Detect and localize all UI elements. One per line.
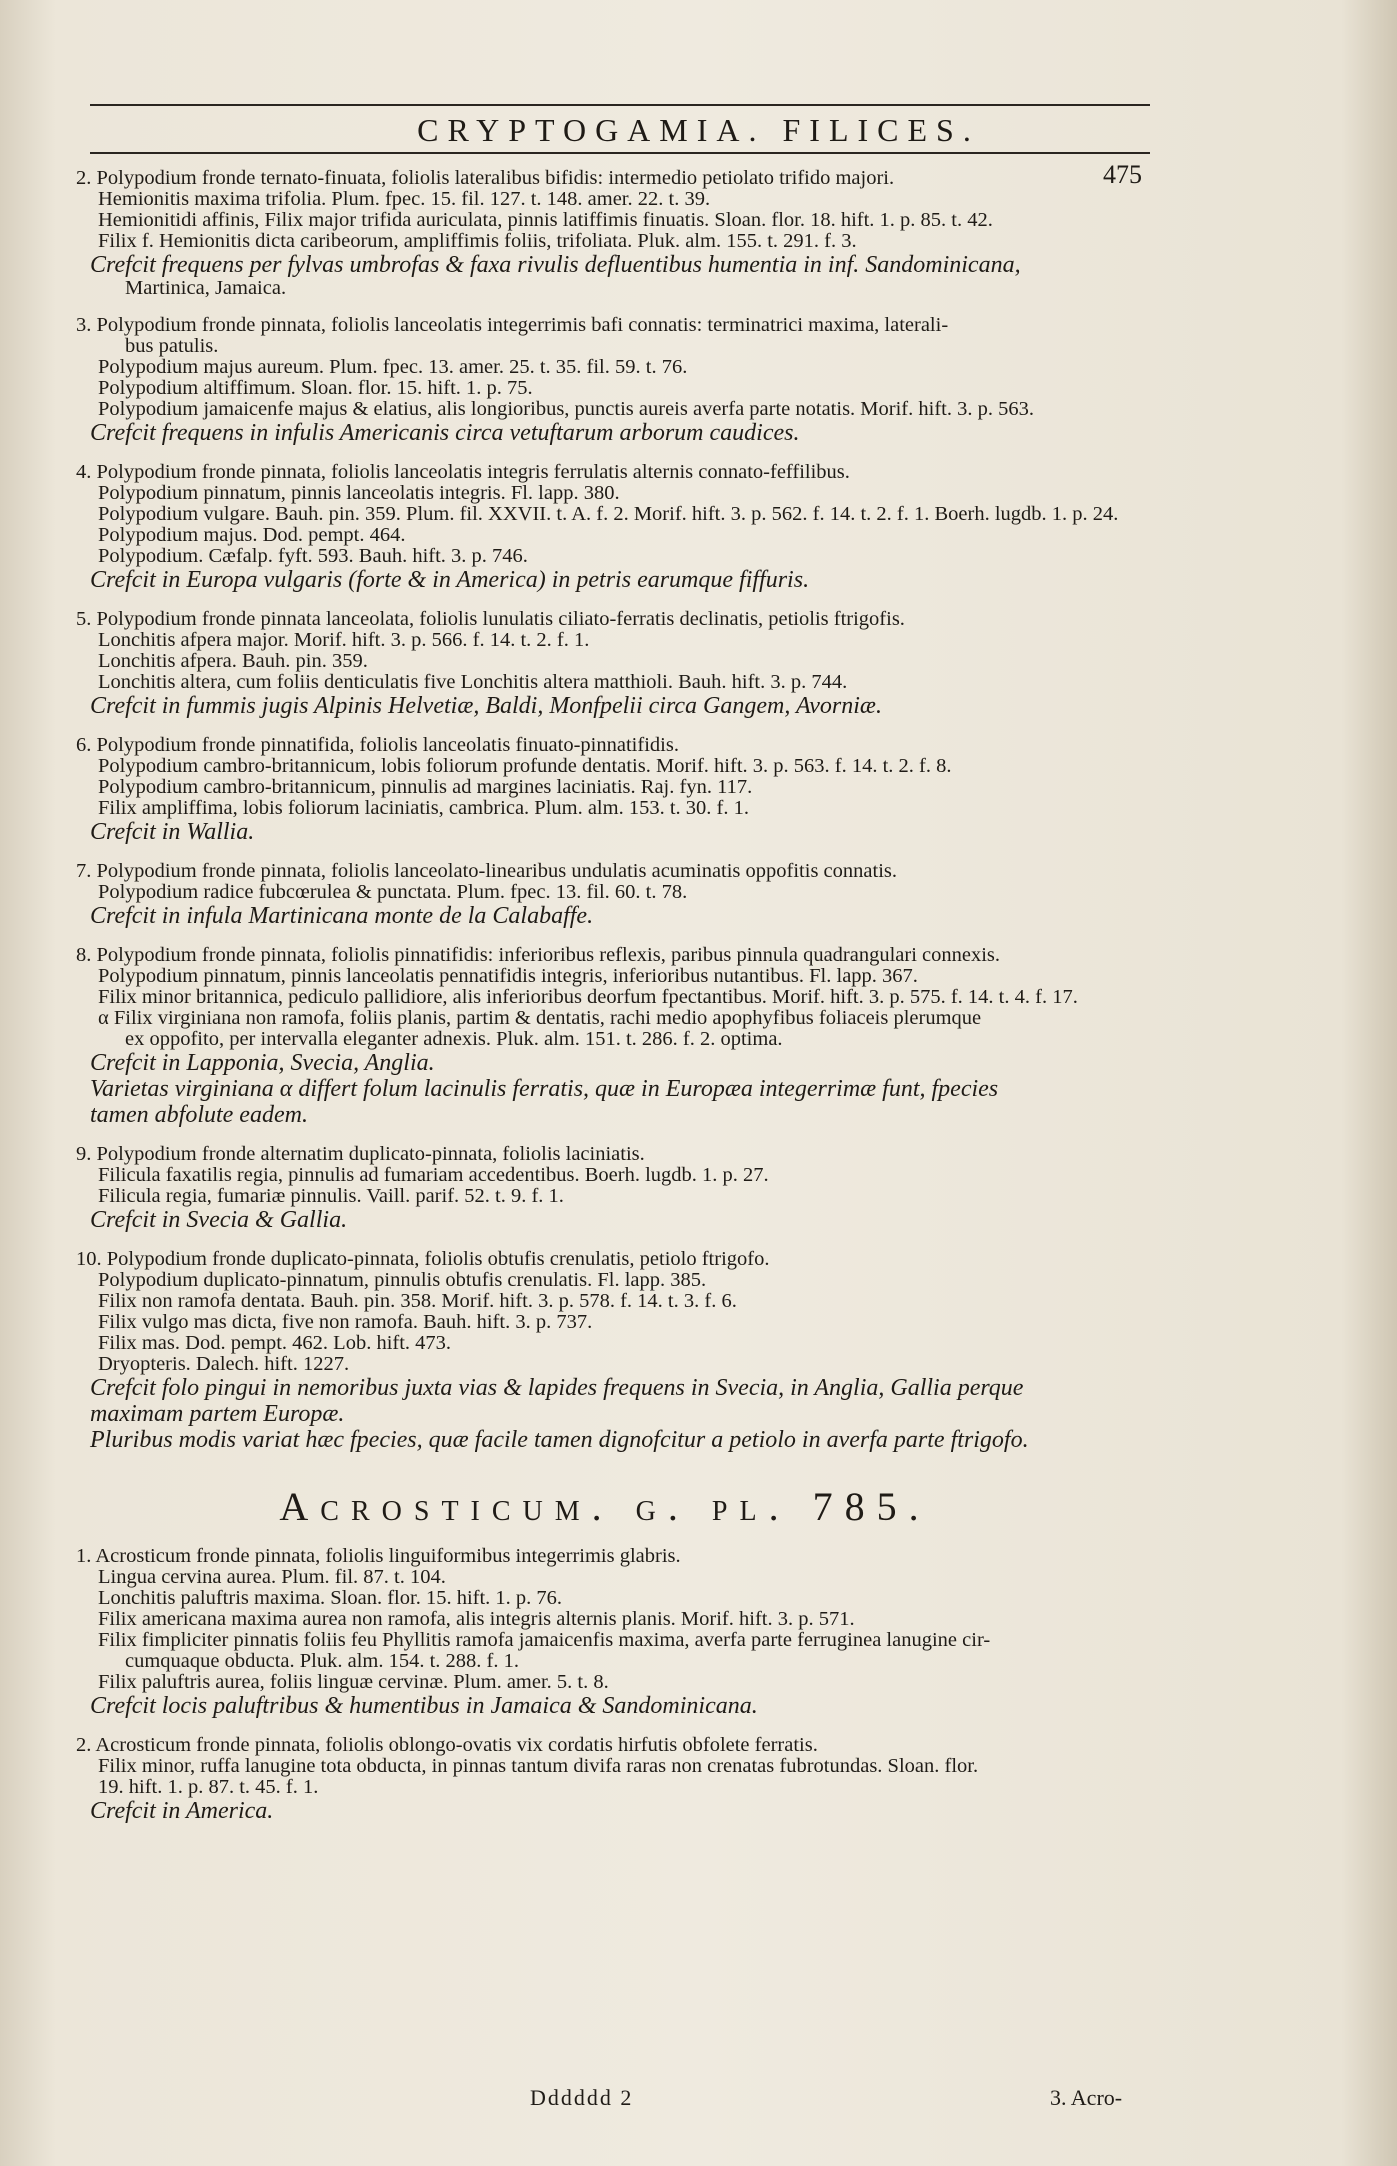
habitat-line: Crefcit in Lapponia, Svecia, Anglia.	[90, 1050, 435, 1076]
habitat-line: tamen abfolute eadem.	[90, 1102, 308, 1128]
synonym-line: 19. hift. 1. p. 87. t. 45. f. 1.	[98, 1777, 319, 1798]
head-rule	[90, 152, 1150, 154]
species-entry	[70, 861, 1140, 929]
habitat-line: Crefcit frequens in infulis Americanis circa vetuftarum arborum caudices.	[90, 420, 800, 446]
synonym-line: Filicula faxatilis regia, pinnulis ad fumariam accedentibus. Boerh. lugdb. 1. p. 27.	[98, 1165, 769, 1186]
synonym-line: Polypodium majus. Dod. pempt. 464.	[98, 525, 406, 546]
continuation-line: ex oppofito, per intervalla eleganter adnexis. Pluk. alm. 151. t. 286. f. 2. optima.	[125, 1029, 783, 1050]
page-body	[70, 168, 1140, 1840]
synonym-line: Hemionitis maxima trifolia. Plum. fpec. 15. fil. 127. t. 148. amer. 22. t. 39.	[98, 189, 711, 210]
continuation-line: cumquaque obducta. Pluk. alm. 154. t. 288. f. 1.	[125, 1651, 519, 1672]
synonym-line: Polypodium jamaicenfe majus & elatius, alis longioribus, punctis aureis averfa parte notatis. Morif. hift. 3. p. 563.	[98, 399, 1034, 420]
synonym-line: Lonchitis afpera. Bauh. pin. 359.	[98, 651, 368, 672]
species-entry	[70, 1144, 1140, 1233]
synonym-line: Polypodium majus aureum. Plum. fpec. 13. amer. 25. t. 35. fil. 59. t. 76.	[98, 357, 688, 378]
synonym-line: Lingua cervina aurea. Plum. fil. 87. t. 104.	[98, 1567, 446, 1588]
habitat-line: Crefcit in Wallia.	[90, 819, 255, 845]
habitat-line: Crefcit in America.	[90, 1798, 274, 1824]
page-number: 475	[1103, 160, 1142, 189]
species-diagnosis: 5. Polypodium fronde pinnata lanceolata, foliolis lunulatis ciliato-ferratis declinatis, petiolis ftrigofis.	[76, 609, 905, 630]
synonym-line: Filix non ramofa dentata. Bauh. pin. 358. Morif. hift. 3. p. 578. f. 14. t. 3. f. 6.	[98, 1291, 737, 1312]
running-head: CRYPTOGAMIA. FILICES.	[417, 112, 980, 148]
species-entry	[70, 1735, 1140, 1824]
species-diagnosis: 3. Polypodium fronde pinnata, foliolis lanceolatis integerrimis bafi connatis: terminatrici maxima, laterali-	[76, 315, 949, 336]
species-entry	[70, 609, 1140, 719]
signature-mark: Dddddd 2	[530, 2085, 634, 2110]
synonym-line: Polypodium cambro-britannicum, lobis foliorum profunde dentatis. Morif. hift. 3. p. 563. f. 14. t. 2. f. 8.	[98, 756, 952, 777]
top-rule	[90, 104, 1150, 106]
synonym-line: Lonchitis altera, cum foliis denticulatis five Lonchitis altera matthioli. Bauh. hift. 3. p. 744.	[98, 672, 848, 693]
species-entry	[70, 462, 1140, 593]
habitat-line: Varietas virginiana α differt folum lacinulis ferratis, quæ in Europæa integerrimæ funt, fpecies	[90, 1076, 999, 1102]
catchword: 3. Acro-	[1050, 2085, 1123, 2110]
synonym-line: Filix fimpliciter pinnatis foliis feu Phyllitis ramofa jamaicenfis maxima, averfa parte ferruginea lanugine cir-	[98, 1630, 991, 1651]
synonym-line: Dryopteris. Dalech. hift. 1227.	[98, 1354, 350, 1375]
synonym-line: Polypodium vulgare. Bauh. pin. 359. Plum. fil. XXVII. t. A. f. 2. Morif. hift. 3. p. 562. f. 14. t. 2. f. 1. Boerh. lugdb. 1. p. 24.	[98, 504, 1119, 525]
species-diagnosis: 6. Polypodium fronde pinnatifida, foliolis lanceolatis finuato-pinnatifidis.	[76, 735, 679, 756]
species-diagnosis: 7. Polypodium fronde pinnata, foliolis lanceolato-linearibus undulatis acuminatis oppofitis connatis.	[76, 861, 897, 882]
synonym-line: Hemionitidi affinis, Filix major trifida auriculata, pinnis latiffimis finuatis. Sloan. flor. 18. hift. 1. p. 85. t. 42.	[98, 210, 993, 231]
synonym-line: Polypodium altiffimum. Sloan. flor. 15. hift. 1. p. 75.	[98, 378, 533, 399]
synonym-line: Polypodium radice fubcœrulea & punctata. Plum. fpec. 13. fil. 60. t. 78.	[98, 882, 688, 903]
species-diagnosis: 10. Polypodium fronde duplicato-pinnata, foliolis obtufis crenulatis, petiolo ftrigofo.	[76, 1249, 770, 1270]
synonym-line: Lonchitis afpera major. Morif. hift. 3. p. 566. f. 14. t. 2. f. 1.	[98, 630, 590, 651]
synonym-line: Polypodium pinnatum, pinnis lanceolatis pennatifidis integris, inferioribus nutantibus. Fl. lapp. 367.	[98, 966, 918, 987]
species-diagnosis: 9. Polypodium fronde alternatim duplicato-pinnata, foliolis laciniatis.	[76, 1144, 645, 1165]
species-entry	[70, 315, 1140, 446]
synonym-line: Filicula regia, fumariæ pinnulis. Vaill. parif. 52. t. 9. f. 1.	[98, 1186, 564, 1207]
genus-heading: Acrosticum. g. pl. 785.	[279, 1484, 931, 1529]
synonym-line: Filix vulgo mas dicta, five non ramofa. Bauh. hift. 3. p. 737.	[98, 1312, 593, 1333]
synonym-line: Polypodium pinnatum, pinnis lanceolatis integris. Fl. lapp. 380.	[98, 483, 620, 504]
synonym-line: Polypodium cambro-britannicum, pinnulis ad margines laciniatis. Raj. fyn. 117.	[98, 777, 753, 798]
synonym-line: α Filix virginiana non ramofa, foliis planis, partim & dentatis, rachi medio apophyfibus foliaceis plerumque	[98, 1008, 982, 1029]
synonym-line: Polypodium. Cæfalp. fyft. 593. Bauh. hift. 3. p. 746.	[98, 546, 528, 567]
synonym-line: Filix ampliffima, lobis foliorum laciniatis, cambrica. Plum. alm. 153. t. 30. f. 1.	[98, 798, 749, 819]
habitat-line: Crefcit in Europa vulgaris (forte & in America) in petris earumque fiffuris.	[90, 567, 810, 593]
synonym-line: Filix minor, ruffa lanugine tota obducta, in pinnas tantum divifa raras non crenatas fubrotundas. Sloan. flor.	[98, 1756, 979, 1777]
synonym-line: Filix americana maxima aurea non ramofa, alis integris alternis planis. Morif. hift. 3. p. 571.	[98, 1609, 855, 1630]
continuation-line: Martinica, Jamaica.	[125, 278, 287, 299]
synonym-line: Filix mas. Dod. pempt. 462. Lob. hift. 473.	[98, 1333, 452, 1354]
habitat-line: Crefcit frequens per fylvas umbrofas & faxa rivulis defluentibus humentia in inf. Sandominicana,	[90, 252, 1021, 278]
synonym-line: Polypodium duplicato-pinnatum, pinnulis obtufis crenulatis. Fl. lapp. 385.	[98, 1270, 707, 1291]
habitat-line: Crefcit in infula Martinicana monte de la Calabaffe.	[90, 903, 594, 929]
species-entry	[70, 1249, 1140, 1453]
species-entry	[70, 945, 1140, 1128]
species-entry	[70, 168, 1140, 299]
continuation-line: bus patulis.	[125, 336, 219, 357]
species-entry	[70, 1546, 1140, 1719]
species-diagnosis: 1. Acrosticum fronde pinnata, foliolis linguiformibus integerrimis glabris.	[76, 1546, 681, 1567]
habitat-line: Crefcit in Svecia & Gallia.	[90, 1207, 348, 1233]
synonym-line: Filix paluftris aurea, foliis linguæ cervinæ. Plum. amer. 5. t. 8.	[98, 1672, 609, 1693]
habitat-line: Crefcit folo pingui in nemoribus juxta vias & lapides frequens in Svecia, in Anglia, Gallia perque	[90, 1375, 1024, 1401]
habitat-line: Crefcit in fummis jugis Alpinis Helvetiæ, Baldi, Monfpelii circa Gangem, Avorniæ.	[90, 693, 882, 719]
species-diagnosis: 2. Acrosticum fronde pinnata, foliolis oblongo-ovatis vix cordatis hirfutis obfolete ferratis.	[76, 1735, 818, 1756]
species-diagnosis: 4. Polypodium fronde pinnata, foliolis lanceolatis integris ferrulatis alternis connato-feffilibus.	[76, 462, 850, 483]
habitat-line: Crefcit locis paluftribus & humentibus in Jamaica & Sandominicana.	[90, 1693, 758, 1719]
habitat-line: Pluribus modis variat hæc fpecies, quæ facile tamen dignofcitur a petiolo in averfa parte ftrigofo.	[90, 1427, 1029, 1453]
species-diagnosis: 2. Polypodium fronde ternato-finuata, foliolis lateralibus bifidis: intermedio petiolato trifido majori.	[76, 168, 895, 189]
synonym-line: Lonchitis paluftris maxima. Sloan. flor. 15. hift. 1. p. 76.	[98, 1588, 563, 1609]
habitat-line: maximam partem Europæ.	[90, 1401, 345, 1427]
species-diagnosis: 8. Polypodium fronde pinnata, foliolis pinnatifidis: inferioribus reflexis, paribus pinnula quadrangulari connexis.	[76, 945, 1001, 966]
synonym-line: Filix f. Hemionitis dicta caribeorum, ampliffimis foliis, trifoliata. Pluk. alm. 155. t. 291. f. 3.	[98, 231, 857, 252]
species-entry	[70, 735, 1140, 845]
synonym-line: Filix minor britannica, pediculo pallidiore, alis inferioribus deorfum fpectantibus. Morif. hift. 3. p. 575. f. 14. t. 4. f. 17.	[98, 987, 1078, 1008]
